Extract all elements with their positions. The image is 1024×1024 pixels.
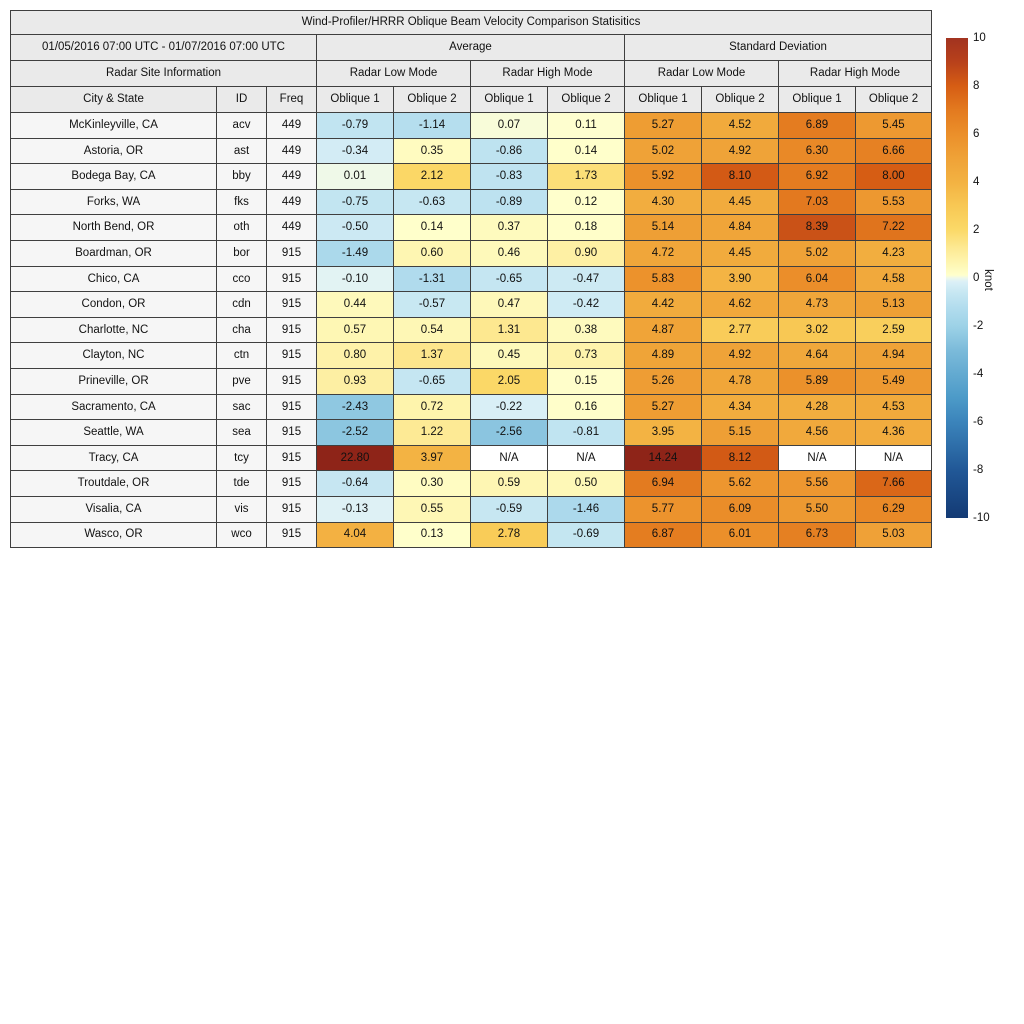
id-cell: fks — [217, 189, 267, 215]
id-cell: bby — [217, 164, 267, 190]
value-cell: 4.42 — [625, 292, 702, 318]
freq-header: Freq — [267, 87, 317, 113]
value-cell: 1.22 — [394, 420, 471, 446]
value-cell: 0.57 — [317, 317, 394, 343]
value-cell: 5.45 — [856, 113, 932, 139]
value-cell: 5.03 — [856, 522, 932, 548]
colorbar-gradient — [946, 38, 968, 518]
value-cell: 7.66 — [856, 471, 932, 497]
id-cell: sea — [217, 420, 267, 446]
value-cell: -1.14 — [394, 113, 471, 139]
colorbar-tick-label: -8 — [973, 464, 984, 476]
value-cell: 5.15 — [702, 420, 779, 446]
value-cell: 2.05 — [471, 368, 548, 394]
value-cell: 5.14 — [625, 215, 702, 241]
value-cell: 6.89 — [779, 113, 856, 139]
value-cell: -1.46 — [548, 496, 625, 522]
value-cell: -0.89 — [471, 189, 548, 215]
value-cell: -0.79 — [317, 113, 394, 139]
statistics-table — [10, 10, 932, 548]
value-cell: 4.72 — [625, 240, 702, 266]
id-cell: oth — [217, 215, 267, 241]
value-cell: 4.45 — [702, 240, 779, 266]
freq-cell: 915 — [267, 368, 317, 394]
value-cell: 5.49 — [856, 368, 932, 394]
value-cell: 0.60 — [394, 240, 471, 266]
value-cell: 4.87 — [625, 317, 702, 343]
value-cell: 0.01 — [317, 164, 394, 190]
value-cell: -2.52 — [317, 420, 394, 446]
freq-cell: 449 — [267, 138, 317, 164]
value-cell: 4.52 — [702, 113, 779, 139]
city-cell: Bodega Bay, CA — [11, 164, 217, 190]
city-cell: Clayton, NC — [11, 343, 217, 369]
freq-cell: 449 — [267, 164, 317, 190]
oblique2-header: Oblique 2 — [548, 87, 625, 113]
colorbar-tick-label: -10 — [973, 512, 990, 524]
value-cell: -0.75 — [317, 189, 394, 215]
freq-cell: 915 — [267, 420, 317, 446]
value-cell: 0.18 — [548, 215, 625, 241]
value-cell: -0.34 — [317, 138, 394, 164]
freq-cell: 915 — [267, 266, 317, 292]
value-cell: 4.94 — [856, 343, 932, 369]
id-cell: cdn — [217, 292, 267, 318]
value-cell: 0.45 — [471, 343, 548, 369]
value-cell: 2.12 — [394, 164, 471, 190]
value-cell: -2.43 — [317, 394, 394, 420]
value-cell: N/A — [856, 445, 932, 471]
value-cell: -0.59 — [471, 496, 548, 522]
colorbar-tick-label: -4 — [973, 368, 984, 380]
value-cell: 0.07 — [471, 113, 548, 139]
value-cell: 5.27 — [625, 113, 702, 139]
value-cell: -0.83 — [471, 164, 548, 190]
table-row — [11, 368, 932, 394]
value-cell: -1.31 — [394, 266, 471, 292]
oblique2-header: Oblique 2 — [702, 87, 779, 113]
value-cell: 5.02 — [779, 240, 856, 266]
value-cell: N/A — [548, 445, 625, 471]
value-cell: 1.31 — [471, 317, 548, 343]
value-cell: N/A — [779, 445, 856, 471]
value-cell: 5.53 — [856, 189, 932, 215]
table-row — [11, 113, 932, 139]
city-cell: Charlotte, NC — [11, 317, 217, 343]
city-cell: Prineville, OR — [11, 368, 217, 394]
id-cell: pve — [217, 368, 267, 394]
colorbar-tick-label: 4 — [973, 176, 980, 188]
title-row — [11, 11, 932, 35]
table-row — [11, 138, 932, 164]
value-cell: 8.39 — [779, 215, 856, 241]
mode-header-row — [11, 61, 932, 87]
value-cell: 0.90 — [548, 240, 625, 266]
value-cell: 5.13 — [856, 292, 932, 318]
value-cell: 0.38 — [548, 317, 625, 343]
value-cell: 0.47 — [471, 292, 548, 318]
value-cell: 5.02 — [625, 138, 702, 164]
value-cell: 4.53 — [856, 394, 932, 420]
value-cell: 5.77 — [625, 496, 702, 522]
value-cell: 4.78 — [702, 368, 779, 394]
colorbar-tick-label: 10 — [973, 32, 986, 44]
value-cell: -0.10 — [317, 266, 394, 292]
value-cell: 0.11 — [548, 113, 625, 139]
value-cell: 4.62 — [702, 292, 779, 318]
value-cell: 4.58 — [856, 266, 932, 292]
value-cell: 2.59 — [856, 317, 932, 343]
figure-title: Wind-Profiler/HRRR Oblique Beam Velocity Comparison Statisitics — [11, 11, 932, 35]
value-cell: -0.47 — [548, 266, 625, 292]
freq-cell: 915 — [267, 292, 317, 318]
oblique2-header: Oblique 2 — [856, 87, 932, 113]
value-cell: 1.73 — [548, 164, 625, 190]
id-cell: wco — [217, 522, 267, 548]
table-row — [11, 164, 932, 190]
colorbar-tick-label: -2 — [973, 320, 984, 332]
value-cell: -0.22 — [471, 394, 548, 420]
value-cell: 0.12 — [548, 189, 625, 215]
std-low-mode-header: Radar Low Mode — [625, 61, 779, 87]
table-row — [11, 317, 932, 343]
table-row — [11, 394, 932, 420]
value-cell: 4.73 — [779, 292, 856, 318]
freq-cell: 915 — [267, 240, 317, 266]
value-cell: 5.27 — [625, 394, 702, 420]
value-cell: -0.64 — [317, 471, 394, 497]
value-cell: 0.15 — [548, 368, 625, 394]
colorbar-tick-label: 6 — [973, 128, 980, 140]
value-cell: 0.80 — [317, 343, 394, 369]
id-cell: vis — [217, 496, 267, 522]
value-cell: -0.86 — [471, 138, 548, 164]
city-cell: McKinleyville, CA — [11, 113, 217, 139]
value-cell: 6.04 — [779, 266, 856, 292]
group-std-header: Standard Deviation — [625, 35, 932, 61]
value-cell: 6.94 — [625, 471, 702, 497]
table-row — [11, 240, 932, 266]
oblique2-header: Oblique 2 — [394, 87, 471, 113]
value-cell: -0.57 — [394, 292, 471, 318]
freq-cell: 915 — [267, 522, 317, 548]
value-cell: 8.12 — [702, 445, 779, 471]
value-cell: 0.72 — [394, 394, 471, 420]
value-cell: 0.30 — [394, 471, 471, 497]
value-cell: 5.89 — [779, 368, 856, 394]
value-cell: N/A — [471, 445, 548, 471]
id-cell: tcy — [217, 445, 267, 471]
table-row — [11, 445, 932, 471]
value-cell: -1.49 — [317, 240, 394, 266]
value-cell: -0.65 — [471, 266, 548, 292]
value-cell: 3.90 — [702, 266, 779, 292]
value-cell: 4.92 — [702, 343, 779, 369]
value-cell: 0.59 — [471, 471, 548, 497]
date-range: 01/05/2016 07:00 UTC - 01/07/2016 07:00 UTC — [11, 35, 317, 61]
table-row — [11, 496, 932, 522]
freq-cell: 449 — [267, 189, 317, 215]
city-cell: Visalia, CA — [11, 496, 217, 522]
value-cell: 8.00 — [856, 164, 932, 190]
value-cell: 1.37 — [394, 343, 471, 369]
table-row — [11, 343, 932, 369]
value-cell: -0.13 — [317, 496, 394, 522]
group-header-row — [11, 35, 932, 61]
value-cell: -0.50 — [317, 215, 394, 241]
std-high-mode-header: Radar High Mode — [779, 61, 932, 87]
value-cell: -2.56 — [471, 420, 548, 446]
freq-cell: 915 — [267, 445, 317, 471]
colorbar-tick-label: 2 — [973, 224, 980, 236]
value-cell: -0.69 — [548, 522, 625, 548]
value-cell: 0.44 — [317, 292, 394, 318]
value-cell: 6.73 — [779, 522, 856, 548]
freq-cell: 915 — [267, 394, 317, 420]
value-cell: 4.34 — [702, 394, 779, 420]
colorbar-tick-label: 8 — [973, 80, 980, 92]
value-cell: 0.93 — [317, 368, 394, 394]
value-cell: 4.45 — [702, 189, 779, 215]
city-state-header: City & State — [11, 87, 217, 113]
value-cell: 4.04 — [317, 522, 394, 548]
city-cell: Forks, WA — [11, 189, 217, 215]
value-cell: 4.30 — [625, 189, 702, 215]
id-header: ID — [217, 87, 267, 113]
value-cell: 6.30 — [779, 138, 856, 164]
table-row — [11, 471, 932, 497]
freq-cell: 449 — [267, 113, 317, 139]
city-cell: Wasco, OR — [11, 522, 217, 548]
oblique1-header: Oblique 1 — [779, 87, 856, 113]
value-cell: 0.55 — [394, 496, 471, 522]
value-cell: 5.62 — [702, 471, 779, 497]
table-row — [11, 215, 932, 241]
id-cell: ast — [217, 138, 267, 164]
value-cell: 4.28 — [779, 394, 856, 420]
colorbar-tick-label: -6 — [973, 416, 984, 428]
value-cell: 6.01 — [702, 522, 779, 548]
value-cell: 0.13 — [394, 522, 471, 548]
id-cell: cco — [217, 266, 267, 292]
value-cell: 2.77 — [702, 317, 779, 343]
value-cell: 6.66 — [856, 138, 932, 164]
city-cell: Chico, CA — [11, 266, 217, 292]
site-info-header: Radar Site Information — [11, 61, 317, 87]
value-cell: 4.89 — [625, 343, 702, 369]
value-cell: 5.83 — [625, 266, 702, 292]
value-cell: -0.42 — [548, 292, 625, 318]
id-cell: bor — [217, 240, 267, 266]
oblique1-header: Oblique 1 — [317, 87, 394, 113]
value-cell: 6.09 — [702, 496, 779, 522]
value-cell: 0.14 — [394, 215, 471, 241]
value-cell: -0.81 — [548, 420, 625, 446]
value-cell: 0.35 — [394, 138, 471, 164]
value-cell: 4.92 — [702, 138, 779, 164]
avg-low-mode-header: Radar Low Mode — [317, 61, 471, 87]
value-cell: 5.92 — [625, 164, 702, 190]
value-cell: 5.26 — [625, 368, 702, 394]
value-cell: 6.92 — [779, 164, 856, 190]
id-cell: cha — [217, 317, 267, 343]
value-cell: 4.64 — [779, 343, 856, 369]
value-cell: 0.37 — [471, 215, 548, 241]
value-cell: 7.03 — [779, 189, 856, 215]
id-cell: ctn — [217, 343, 267, 369]
freq-cell: 915 — [267, 317, 317, 343]
id-cell: sac — [217, 394, 267, 420]
value-cell: 3.97 — [394, 445, 471, 471]
value-cell: 4.56 — [779, 420, 856, 446]
value-cell: 3.95 — [625, 420, 702, 446]
city-cell: Condon, OR — [11, 292, 217, 318]
value-cell: 4.36 — [856, 420, 932, 446]
city-cell: Boardman, OR — [11, 240, 217, 266]
value-cell: 2.78 — [471, 522, 548, 548]
group-average-header: Average — [317, 35, 625, 61]
value-cell: 6.29 — [856, 496, 932, 522]
id-cell: tde — [217, 471, 267, 497]
value-cell: 7.22 — [856, 215, 932, 241]
freq-cell: 449 — [267, 215, 317, 241]
city-cell: Astoria, OR — [11, 138, 217, 164]
freq-cell: 915 — [267, 496, 317, 522]
freq-cell: 915 — [267, 343, 317, 369]
value-cell: 0.54 — [394, 317, 471, 343]
value-cell: 0.14 — [548, 138, 625, 164]
table-row — [11, 292, 932, 318]
value-cell: 6.87 — [625, 522, 702, 548]
colorbar-tick-label: 0 — [973, 272, 980, 284]
freq-cell: 915 — [267, 471, 317, 497]
avg-high-mode-header: Radar High Mode — [471, 61, 625, 87]
value-cell: 14.24 — [625, 445, 702, 471]
value-cell: -0.65 — [394, 368, 471, 394]
table-row — [11, 189, 932, 215]
value-cell: 4.84 — [702, 215, 779, 241]
value-cell: -0.63 — [394, 189, 471, 215]
city-cell: Seattle, WA — [11, 420, 217, 446]
oblique1-header: Oblique 1 — [625, 87, 702, 113]
value-cell: 22.80 — [317, 445, 394, 471]
city-cell: North Bend, OR — [11, 215, 217, 241]
city-cell: Troutdale, OR — [11, 471, 217, 497]
colorbar-unit-label: knot — [982, 269, 994, 291]
value-cell: 0.73 — [548, 343, 625, 369]
column-header-row — [11, 87, 932, 113]
table-row — [11, 522, 932, 548]
table-row — [11, 420, 932, 446]
city-cell: Sacramento, CA — [11, 394, 217, 420]
value-cell: 0.46 — [471, 240, 548, 266]
value-cell: 3.02 — [779, 317, 856, 343]
value-cell: 0.50 — [548, 471, 625, 497]
oblique1-header: Oblique 1 — [471, 87, 548, 113]
value-cell: 5.50 — [779, 496, 856, 522]
value-cell: 0.16 — [548, 394, 625, 420]
value-cell: 8.10 — [702, 164, 779, 190]
value-cell: 5.56 — [779, 471, 856, 497]
city-cell: Tracy, CA — [11, 445, 217, 471]
table-row — [11, 266, 932, 292]
value-cell: 4.23 — [856, 240, 932, 266]
id-cell: acv — [217, 113, 267, 139]
